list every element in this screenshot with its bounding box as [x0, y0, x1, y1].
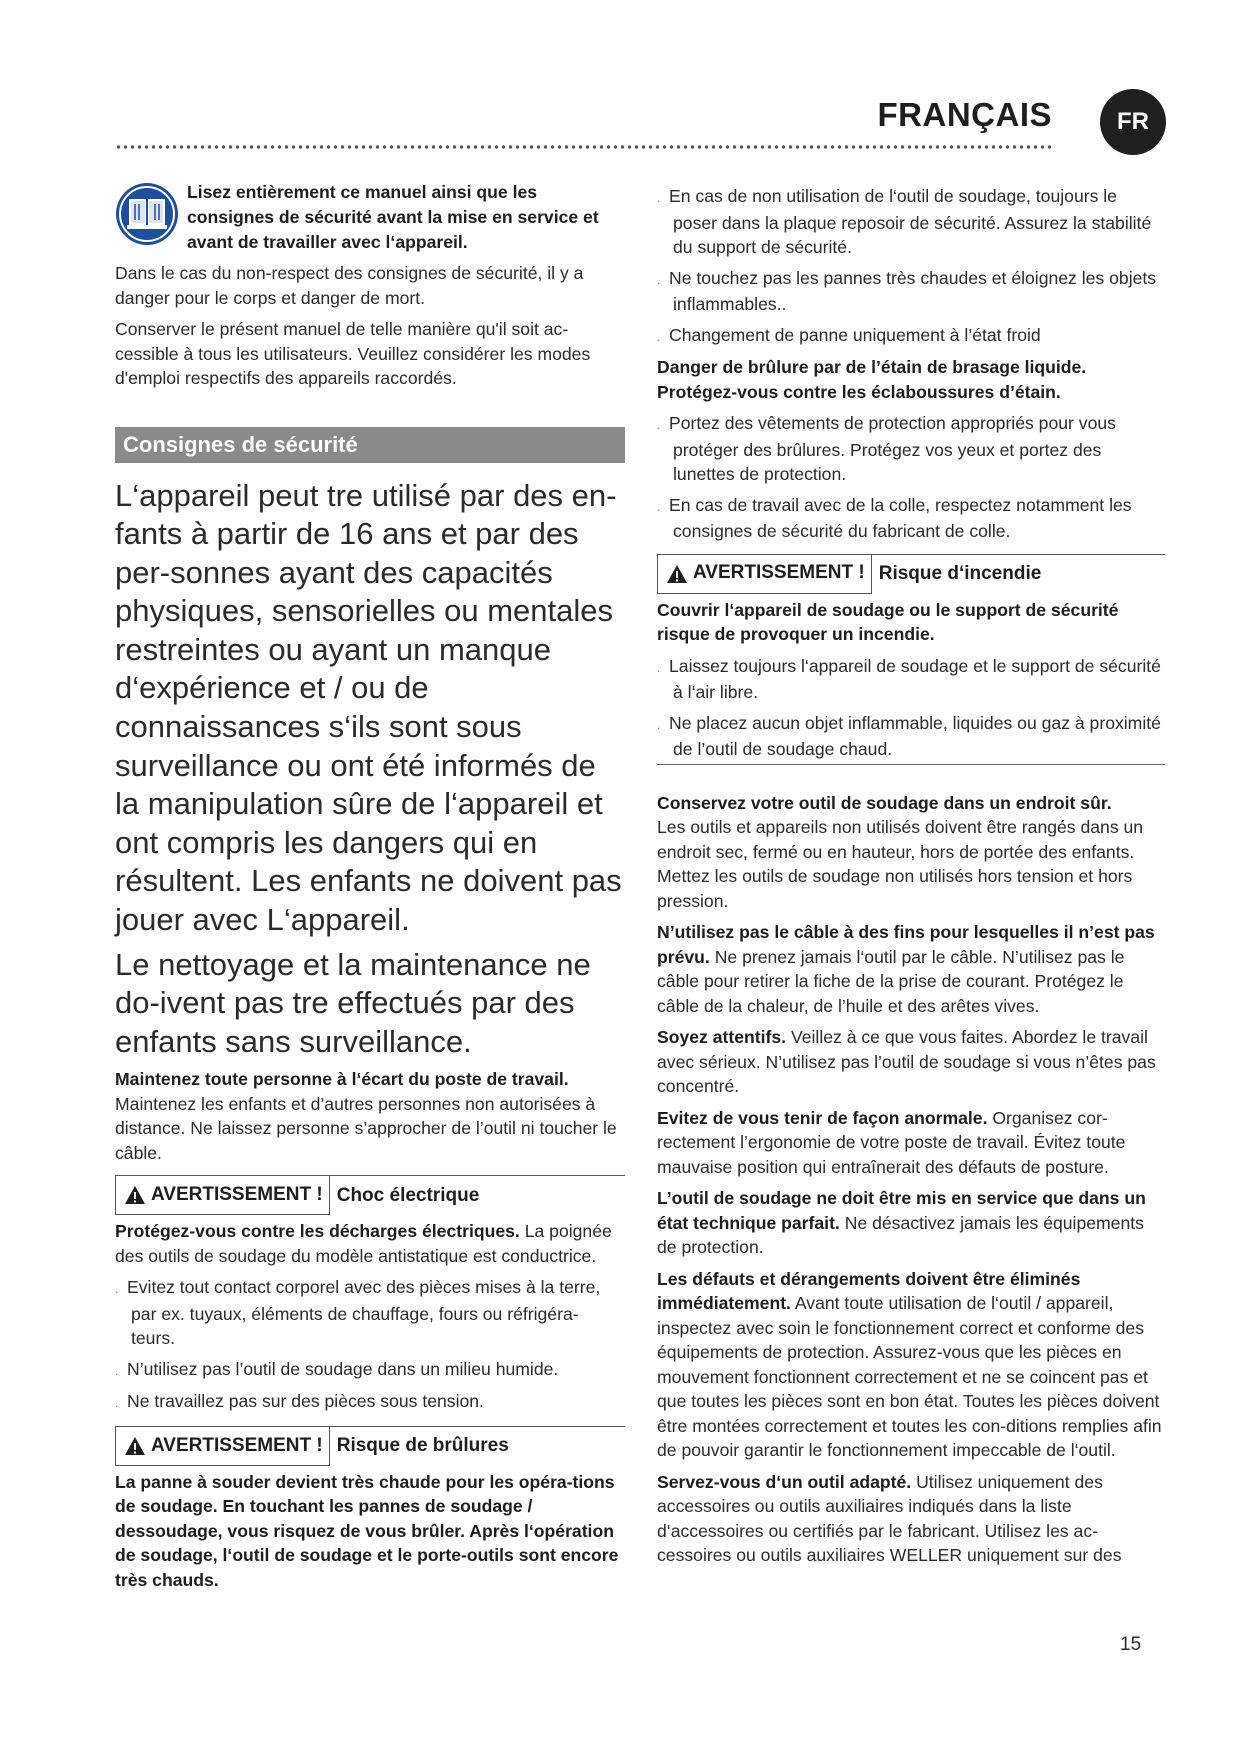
warning-topic: Risque de brûlures	[336, 1435, 509, 1457]
posture-heading: Evitez de vous tenir de façon anormale.	[657, 1107, 988, 1128]
list-item: . Evitez tout contact corporel avec des pièces mises à la terre, par ex. tuyaux, éléments de chauffage, fours ou réfrigéra- teurs.	[115, 1277, 601, 1349]
list-item-text: Changement de panne uniquement à l’état froid	[669, 324, 1041, 345]
warning-triangle-icon	[666, 564, 688, 584]
list-item-text: En cas de travail avec de la colle, respectez notamment les consignes de sécurité du fabricant de colle.	[669, 494, 1132, 541]
list-item: . Changement de panne uniquement à l’état froid	[657, 324, 1041, 345]
manual-book-icon	[115, 182, 179, 246]
list-item: . Ne placez aucun objet inflammable, liquides ou gaz à proximité de l’outil de soudage chaud.	[657, 712, 1161, 759]
shock-text: La poignée des outils de soudage du modèle antistatique est conductrice.	[115, 1221, 612, 1266]
intro-block	[115, 180, 625, 255]
attentive-paragraph	[657, 1025, 1165, 1099]
cleaning-notice: Le nettoyage et la maintenance ne do-ivent pas tre effectués par des enfants sans surveillance.	[115, 946, 591, 1059]
cable-heading: N’utilisez pas le câble à des fins pour lesquelles il n’est pas prévu.	[657, 922, 1155, 967]
warning-label-text: AVERTISSEMENT !	[151, 1434, 323, 1456]
left-column	[115, 180, 625, 1599]
warning-triangle-icon	[124, 1436, 146, 1456]
keep-manual-paragraph: Conserver le présent manuel de telle manière qu'il soit ac-cessible à tous les utilisateurs. Veuillez considérer les modes d'emploi respectifs des appareils raccordés.	[115, 319, 591, 388]
warning-triangle-icon	[124, 1185, 146, 1205]
shock-paragraph	[115, 1219, 625, 1268]
tool-text: Utilisez uniquement des accessoires ou outils auxiliaires indiqués dans la liste d‘accessoires ou certifiés par le fabricant. Utilisez les ac-cessoires ou outils auxiliaires WELLER uniquement sur des	[657, 1471, 1122, 1565]
list-item: . Ne travaillez pas sur des pièces sous tension.	[115, 1391, 484, 1412]
warning-topic: Choc électrique	[336, 1184, 480, 1206]
warning-label	[115, 1427, 330, 1466]
tool-paragraph	[657, 1470, 1165, 1568]
list-item: . Portez des vêtements de protection appropriés pour vous protéger des brûlures. Protégez vos yeux et portez des lunettes de protection.	[657, 413, 1116, 484]
tool-heading: Servez-vous d‘un outil adapté.	[657, 1471, 912, 1492]
burn-paragraph: La panne à souder devient très chaude pour les opéra-tions de soudage. En touchant les pannes de soudage / dessoudage, vous risquez de vous brûler. Après l‘opération de soudage, l‘outil de soudage et le porte-outils sont encore très chauds.	[115, 1471, 619, 1590]
warning-label	[657, 555, 872, 594]
warning-label-text: AVERTISSEMENT !	[151, 1184, 323, 1206]
right-column	[657, 184, 1165, 1575]
warning-bottom-rule	[657, 764, 1165, 765]
condition-heading: L’outil de soudage ne doit être mis en service que dans un état technique parfait.	[657, 1188, 1146, 1233]
list-item: . Laissez toujours l‘appareil de soudage et le support de sécurité à l‘air libre.	[657, 655, 1161, 702]
warning-topic: Risque d‘incendie	[878, 562, 1042, 584]
intro-text: Lisez entièrement ce manuel ainsi que les consignes de sécurité avant la mise en service et avant de travailler avec l‘appareil.	[187, 182, 599, 252]
warning-box-electric	[115, 1175, 625, 1215]
shock-heading: Protégez-vous contre les décharges électriques.	[115, 1221, 520, 1242]
cable-text: Ne prenez jamais l‘outil par le câble. N’utilisez pas le câble pour retirer la fiche de la prise de courant. Protégez le câble de la chaleur, de l’huile et des arêtes vives.	[657, 946, 1125, 1016]
page-header-title: FRANÇAIS	[877, 96, 1052, 133]
defects-heading: Les défauts et dérangements doivent être éliminés immédiatement.	[657, 1268, 1081, 1313]
keep-away-text: Maintenez les enfants et d’autres personnes non autorisées à distance. Ne laissez personne s’approcher de l’outil ni toucher le câble.	[115, 1093, 617, 1163]
list-item-text: N’utilisez pas l’outil de soudage dans un milieu humide.	[127, 1358, 559, 1379]
keep-away-heading: Maintenez toute personne à l‘écart du poste de travail.	[115, 1069, 569, 1090]
section-title-bar: Consignes de sécurité	[115, 427, 625, 463]
posture-paragraph	[657, 1106, 1165, 1180]
store-heading: Conservez votre outil de soudage dans un endroit sûr.	[657, 792, 1112, 813]
store-text: Les outils et appareils non utilisés doivent être rangés dans un endroit sec, fermé ou en hauteur, hors de portée des enfants. Mettez les outils de soudage non utilisés hors tension et hors pression.	[657, 817, 1144, 911]
warning-box-burns	[115, 1426, 625, 1466]
list-item-text: Ne placez aucun objet inflammable, liquides ou gaz à proximité de l’outil de soudage chaud.	[669, 712, 1161, 759]
tin-heading: Danger de brûlure par de l’étain de brasage liquide. Protégez-vous contre les éclaboussures d’étain.	[657, 357, 1087, 402]
list-item-text: Ne touchez pas les pannes très chaudes et éloignez les objets inflammables..	[669, 267, 1157, 314]
list-item: . N’utilisez pas l’outil de soudage dans un milieu humide.	[115, 1358, 559, 1379]
list-item-text: Laissez toujours l‘appareil de soudage et le support de sécurité à l‘air libre.	[669, 655, 1161, 702]
list-item: . En cas de travail avec de la colle, respectez notamment les consignes de sécurité du fabricant de colle.	[657, 494, 1132, 541]
fire-heading: Couvrir l‘appareil de soudage ou le support de sécurité risque de provoquer un incendie.	[657, 599, 1119, 644]
warning-box-fire	[657, 554, 1165, 594]
store-paragraph	[657, 791, 1165, 914]
dotted-divider	[115, 143, 1055, 151]
attentive-heading: Soyez attentifs.	[657, 1027, 787, 1047]
attentive-text: Veillez à ce que vous faites. Abordez le travail avec sérieux. N’utilisez pas l’outil de soudage si vous n’êtes pas concentré.	[657, 1027, 1156, 1096]
list-item-text: Portez des vêtements de protection appropriés pour vous protéger des brûlures. Protégez vos yeux et portez des lunettes de protection.	[669, 413, 1116, 484]
posture-text: Organisez cor-rectement l’ergonomie de votre poste de travail. Évitez toute mauvaise position qui entraînerait des défauts de posture.	[657, 1107, 1126, 1177]
warning-label-text: AVERTISSEMENT !	[693, 562, 865, 584]
language-badge: FR	[1100, 89, 1166, 155]
condition-text: Ne désactivez jamais les équipements de protection.	[657, 1212, 1144, 1257]
defects-text: Avant toute utilisation de l‘outil / appareil, inspectez avec soin le fonctionnement correct et conforme des équipements de protection. Assurez-vous que les pièces en mouvement fonctionnent correctement et ne se coincent pas et que toutes les pièces sont en bon état. Toutes les pièces doivent être montées correctement et toutes les con-ditions remplies afin de pouvoir garantir le fonctionnement impeccable de l‘outil.	[657, 1293, 1162, 1460]
page-number: 15	[1120, 1634, 1142, 1655]
list-item-text: Evitez tout contact corporel avec des pièces mises à la terre, par ex. tuyaux, éléments de chauffage, fours ou réfrigéra- teurs.	[127, 1277, 601, 1349]
condition-paragraph	[657, 1186, 1165, 1260]
cable-paragraph	[657, 920, 1165, 1018]
list-item: . Ne touchez pas les pannes très chaudes et éloignez les objets inflammables..	[657, 267, 1157, 314]
children-notice: L‘appareil peut tre utilisé par des en-fants à partir de 16 ans et par des per-sonnes ayant des capacités physiques, sensorielles ou mentales restreintes ou ayant un manque d‘expérience et / ou de connaissances s‘ils sont sous surveillance ou ont été informés de la manipulation sûre de l‘appareil et ont compris les dangers qui en résultent. Les enfants ne doivent pas jouer avec L‘appareil.	[115, 477, 622, 938]
list-item: . En cas de non utilisation de l‘outil de soudage, toujours le poser dans la plaque reposoir de sécurité. Assurez la stabilité du support de sécurité.	[657, 186, 1152, 257]
defects-paragraph	[657, 1267, 1165, 1463]
list-item-text: En cas de non utilisation de l‘outil de soudage, toujours le poser dans la plaque reposoir de sécurité. Assurez la stabilité du support de sécurité.	[669, 186, 1152, 257]
warning-label	[115, 1176, 330, 1215]
danger-paragraph: Dans le cas du non-respect des consignes de sécurité, il y a danger pour le corps et danger de mort.	[115, 263, 584, 308]
list-item-text: Ne travaillez pas sur des pièces sous tension.	[127, 1391, 484, 1412]
